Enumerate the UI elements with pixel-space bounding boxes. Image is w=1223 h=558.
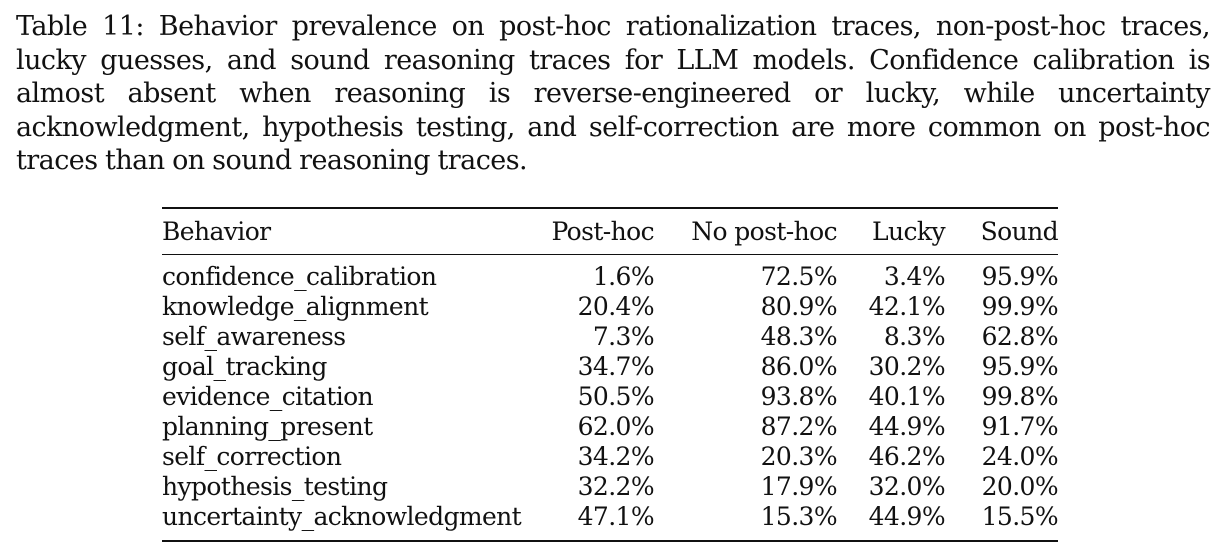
lucky-cell: 30.2%	[868, 352, 945, 381]
behavior-cell: self_correction	[162, 442, 342, 471]
table-row	[162, 322, 1058, 352]
lucky-cell: 8.3%	[883, 322, 945, 351]
table-body	[162, 255, 1058, 542]
post-hoc-cell: 1.6%	[592, 262, 654, 291]
lucky-cell: 44.9%	[868, 412, 945, 441]
behavior-cell: goal_tracking	[162, 352, 327, 381]
no-post-hoc-cell: 20.3%	[760, 442, 837, 471]
table-row	[162, 352, 1058, 382]
lucky-cell: 46.2%	[868, 442, 945, 471]
table-row	[162, 382, 1058, 412]
sound-cell: 99.8%	[981, 382, 1058, 411]
sound-cell: 99.9%	[981, 292, 1058, 321]
table-row	[162, 442, 1058, 472]
sound-cell: 91.7%	[981, 412, 1058, 441]
behavior-cell: confidence_calibration	[162, 262, 437, 291]
sound-cell: 95.9%	[981, 262, 1058, 291]
data-table	[162, 207, 1058, 542]
no-post-hoc-cell: 17.9%	[760, 472, 837, 501]
column-header-post-hoc: Post-hoc	[551, 217, 654, 246]
behavior-cell: evidence_citation	[162, 382, 374, 411]
behavior-cell: self_awareness	[162, 322, 346, 351]
behavior-cell: planning_present	[162, 412, 373, 441]
lucky-cell: 44.9%	[868, 502, 945, 531]
no-post-hoc-cell: 48.3%	[760, 322, 837, 351]
table-caption: Table 11: Behavior prevalence on post-hoc rationalization traces, non-post-hoc traces, lucky guesses, and sound reasoning traces for LLM models. Confidence calibration is almost absent when reasoning is reverse-engineered or lucky, while uncertainty acknowledgment, hypothesis testing, and self-correction are more common on post-hoc traces than on sound reasoning traces.	[16, 11, 1210, 176]
behavior-cell: knowledge_alignment	[162, 292, 429, 321]
table-row	[162, 472, 1058, 502]
post-hoc-cell: 50.5%	[577, 382, 654, 411]
sound-cell: 62.8%	[981, 322, 1058, 351]
table-row	[162, 292, 1058, 322]
sound-cell: 24.0%	[981, 442, 1058, 471]
table-header-row	[162, 208, 1058, 255]
post-hoc-cell: 62.0%	[577, 412, 654, 441]
sound-cell: 20.0%	[981, 472, 1058, 501]
post-hoc-cell: 47.1%	[577, 502, 654, 531]
table-row	[162, 412, 1058, 442]
behavior-cell: hypothesis_testing	[162, 472, 388, 501]
table-row	[162, 502, 1058, 541]
no-post-hoc-cell: 87.2%	[760, 412, 837, 441]
sound-cell: 15.5%	[981, 502, 1058, 531]
behavior-prevalence-table	[162, 207, 1058, 542]
no-post-hoc-cell: 72.5%	[760, 262, 837, 291]
post-hoc-cell: 7.3%	[592, 322, 654, 351]
lucky-cell: 32.0%	[868, 472, 945, 501]
lucky-cell: 3.4%	[883, 262, 945, 291]
no-post-hoc-cell: 15.3%	[760, 502, 837, 531]
no-post-hoc-cell: 86.0%	[760, 352, 837, 381]
no-post-hoc-cell: 80.9%	[760, 292, 837, 321]
post-hoc-cell: 34.7%	[577, 352, 654, 381]
lucky-cell: 40.1%	[868, 382, 945, 411]
post-hoc-cell: 32.2%	[577, 472, 654, 501]
post-hoc-cell: 20.4%	[577, 292, 654, 321]
table-row	[162, 255, 1058, 293]
post-hoc-cell: 34.2%	[577, 442, 654, 471]
lucky-cell: 42.1%	[868, 292, 945, 321]
behavior-cell: uncertainty_acknowledgment	[162, 502, 522, 531]
column-header-sound: Sound	[980, 217, 1058, 246]
column-header-behavior: Behavior	[162, 217, 271, 246]
column-header-lucky: Lucky	[872, 217, 945, 246]
sound-cell: 95.9%	[981, 352, 1058, 381]
column-header-no-post-hoc: No post-hoc	[691, 217, 837, 246]
no-post-hoc-cell: 93.8%	[760, 382, 837, 411]
